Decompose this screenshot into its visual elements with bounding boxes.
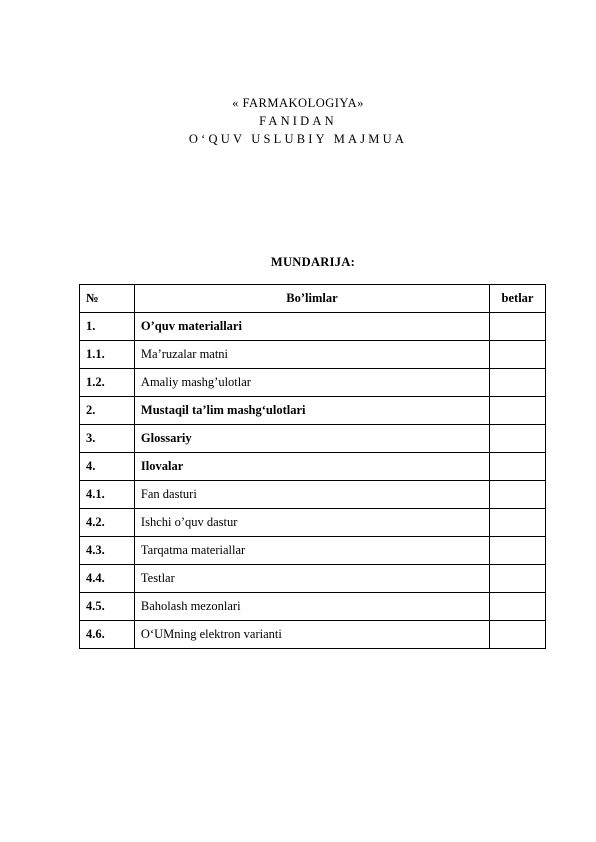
header-number: № [80,285,135,313]
row-page [490,593,546,621]
row-section-title: Baholash mezonlari [134,593,489,621]
row-section-title: Ma’ruzalar matni [134,341,489,369]
row-page [490,425,546,453]
table-row [80,565,546,593]
contents-table [79,284,546,649]
table-row [80,537,546,565]
row-number: 1.1. [80,341,135,369]
row-number: 4.6. [80,621,135,649]
row-page [490,313,546,341]
row-section-title: Glossariy [134,425,489,453]
header-pages: betlar [490,285,546,313]
row-page [490,481,546,509]
row-number: 3. [80,425,135,453]
row-section-title: Amaliy mashg’ulotlar [134,369,489,397]
header-sections: Bo’limlar [134,285,489,313]
title-majmua: O‘QUV USLUBIY MAJMUA [188,132,408,146]
row-number: 4.5. [80,593,135,621]
table-row [80,509,546,537]
row-section-title: O‘UMning elektron varianti [134,621,489,649]
row-number: 4.4. [80,565,135,593]
row-number: 4.2. [80,509,135,537]
row-number: 4.1. [80,481,135,509]
row-section-title: Ilovalar [134,453,489,481]
row-page [490,369,546,397]
row-number: 4. [80,453,135,481]
table-row [80,313,546,341]
title-fanidan: FANIDAN [259,114,337,128]
table-row [80,481,546,509]
row-section-title: Fan dasturi [134,481,489,509]
row-section-title: Ishchi o’quv dastur [134,509,489,537]
table-row [80,425,546,453]
row-page [490,341,546,369]
row-page [490,565,546,593]
row-section-title: Mustaqil ta’lim mashg‘ulotlari [134,397,489,425]
row-section-title: O’quv materiallari [134,313,489,341]
table-row [80,369,546,397]
title-subject: « FARMAKOLOGIYA» [232,96,364,110]
row-page [490,509,546,537]
row-page [490,537,546,565]
row-number: 4.3. [80,537,135,565]
row-page [490,397,546,425]
row-section-title: Testlar [134,565,489,593]
document-title [0,94,596,148]
row-page [490,453,546,481]
table-row [80,397,546,425]
contents-table-body [80,313,546,649]
row-section-title: Tarqatma materiallar [134,537,489,565]
row-page [490,621,546,649]
table-row [80,621,546,649]
row-number: 1.2. [80,369,135,397]
row-number: 1. [80,313,135,341]
table-header-row [80,285,546,313]
row-number: 2. [80,397,135,425]
table-row [80,593,546,621]
table-row [80,453,546,481]
table-row [80,341,546,369]
contents-heading: MUNDARIJA: [270,255,356,269]
